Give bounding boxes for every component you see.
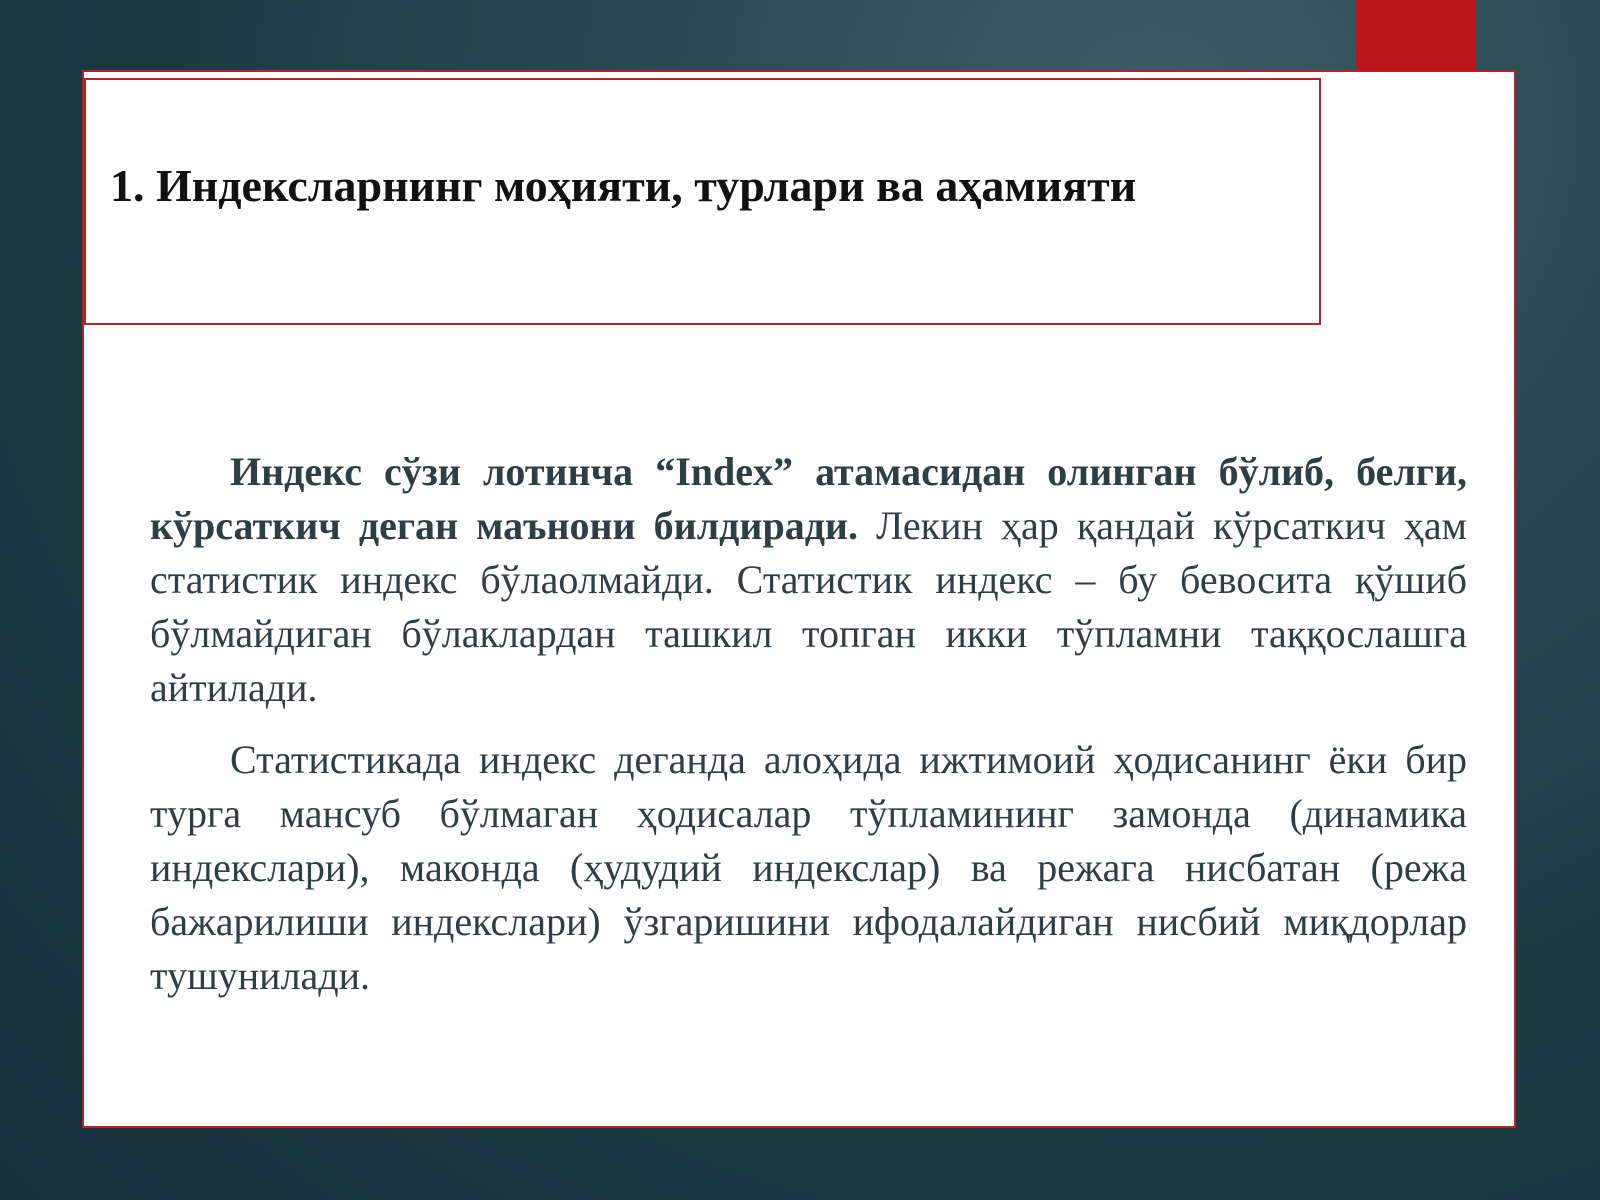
paragraph-definition-regular: Лекин ҳар қандай кўрсаткич ҳам статистик индекс бўлаолмайди. Статистик индекс – бу бевосита қўшиб бўлмайдиган бўлаклардан ташкил топган икки тўпламни таққослашга айтилади. (150, 503, 1467, 710)
slide-body (150, 445, 1467, 1021)
paragraph-statistics: Статистикада индекс деганда алоҳида ижтимоий ҳодисанинг ёки бир турга мансуб бўлмаган ҳодисалар тўпламининг замонда (динамика индекслари), маконда (ҳудудий индекслар) ва режага нисбатан (режа бажарилиши индекслари) ўзгаришини ифодалайдиган нисбий миқдорлар тушунилади. (150, 737, 1467, 998)
title-box (84, 78, 1321, 325)
paragraph-definition (150, 445, 1467, 715)
accent-tab (1356, 0, 1476, 70)
paragraph-definition-bold: Индекс сўзи лотинча “Index” атамасидан олинган бўлиб, белги, кўрсаткич деган маънони билдиради. (150, 449, 1467, 548)
slide-title: 1. Индексларнинг моҳияти, турлари ва аҳамияти (110, 160, 1137, 211)
